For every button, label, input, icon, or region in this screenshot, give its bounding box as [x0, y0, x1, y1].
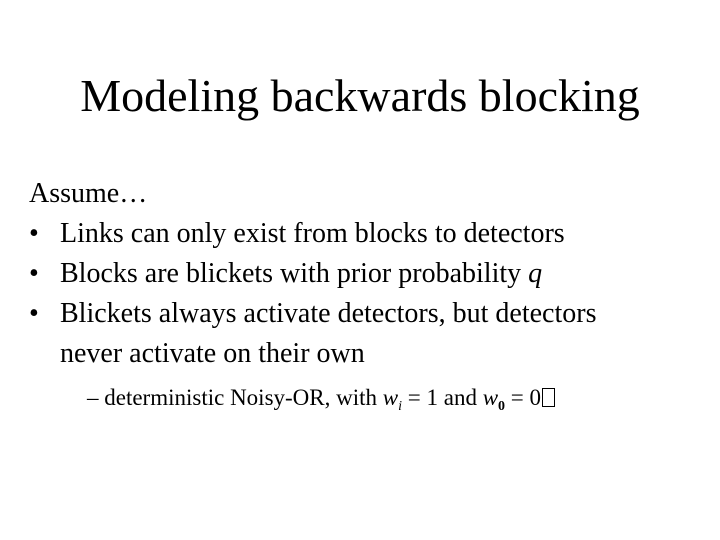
variable-w-0: w: [482, 385, 499, 410]
slide-title: Modeling backwards blocking: [80, 70, 640, 121]
bullet-text-main: Blocks are blickets with prior probability: [60, 258, 529, 289]
bullet-text-line-1: Blickets always activate detectors, but detectors: [60, 298, 597, 329]
bullet-blickets-activate: [29, 294, 709, 374]
sub-bullet-noisy-or: [87, 382, 709, 423]
bullet-links: [29, 214, 709, 254]
subscript-i: i: [398, 399, 403, 414]
sub-bullet-dash: –: [87, 385, 99, 410]
missing-glyph-icon: [542, 388, 555, 407]
bullet-text-line-2: never activate on their own: [60, 338, 365, 369]
subscript-0: 0: [498, 399, 506, 414]
slide-body: [29, 174, 709, 423]
bullet-icon: •: [29, 258, 39, 289]
bullet-text: [60, 254, 709, 294]
variable-q: q: [528, 258, 543, 289]
bullet-text: Links can only exist from blocks to detectors: [60, 218, 565, 249]
intro-text: Assume…: [29, 178, 148, 209]
bullet-icon: •: [29, 218, 39, 249]
bullet-icon: •: [29, 298, 39, 329]
bullet-blocks-prior: [29, 254, 709, 294]
sub-text-a: deterministic Noisy-OR, with: [104, 385, 383, 410]
sub-text-c: = 0: [505, 385, 542, 410]
variable-w-i: w: [382, 385, 399, 410]
sub-text-b: = 1 and: [402, 385, 483, 410]
